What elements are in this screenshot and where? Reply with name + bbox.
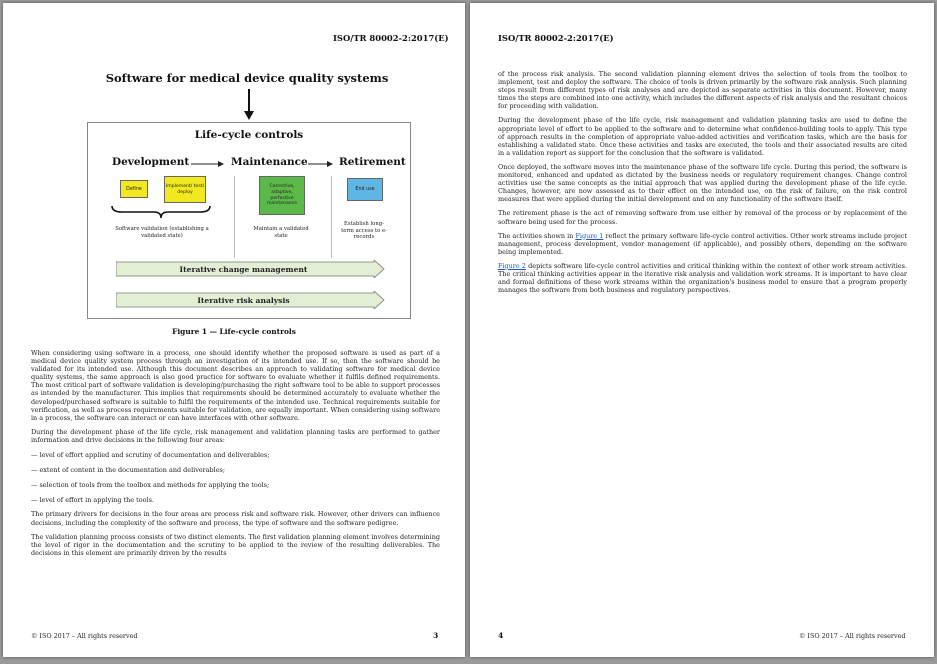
divider bbox=[331, 176, 332, 258]
text-span: The activities shown in bbox=[498, 231, 576, 240]
figure-caption: Figure 1 — Life-cycle controls bbox=[172, 327, 296, 336]
paragraph: Once deployed, the software moves into the maintenance phase of the software life cycle. During this period, the software is monitored, enhanced and updated as dictated by the business needs or regulatory requirement changes. Change control activities use the same concepts as the initial approach that was applied during the development phase of the life cycle. Changes, however, are now assessed as to their effect on the intended use, on the risk of failure, on the risk control measures that were applied during the initial development and on any functionality of the software itself. bbox=[498, 162, 907, 204]
list-item: — extent of content in the documentation and deliverables; bbox=[31, 466, 226, 475]
list-item: — selection of tools from the toolbox and methods for applying the tools; bbox=[31, 481, 270, 490]
paragraph: The validation planning process consists of two distinct elements. The first validation planning element involves determining the level of rigor in the documentation and the scrutiny to be applied to the review of the resulting deliverables. The decisions in this element are primarily driven by the results bbox=[31, 532, 440, 557]
phase-retirement: Retirement bbox=[339, 156, 406, 168]
list-item: — level of effort applied and scrutiny of documentation and deliverables; bbox=[31, 451, 270, 460]
bar-risk-label: Iterative risk analysis bbox=[197, 295, 290, 305]
figure-1-link[interactable]: Figure 1 bbox=[575, 231, 604, 240]
arrow-right-icon bbox=[308, 159, 334, 169]
note-development: Software validation (establishing a validated state) bbox=[115, 226, 209, 239]
text-span: depicts software life-cycle control activities and critical thinking within the context of other work stream activities. The critical thinking activities appear in the iterative risk analysis and validation work streams. It is important to have clear and formal definitions of these work streams within the organization's business model to ensure that a program properly manages the software from both business and regulatory perspectives. bbox=[498, 261, 907, 295]
brace-icon bbox=[110, 205, 212, 219]
note-maintenance: Maintain a validated state bbox=[253, 226, 309, 239]
box-end-use: End use bbox=[347, 178, 383, 201]
bar-change-management bbox=[116, 260, 386, 278]
paragraph bbox=[498, 262, 907, 294]
figure-top-title: Software for medical device quality systems bbox=[105, 71, 389, 85]
page-number: 3 bbox=[433, 631, 439, 640]
paragraph: The retirement phase is the act of removing software from use either by removal of the process or by replacement of the software being used for the process. bbox=[498, 209, 907, 226]
arrow-right-icon bbox=[191, 159, 225, 169]
paragraph: During the development phase of the life cycle, risk management and validation planning tasks are used to define the appropriate level of effort to be applied to the software and to determine what confidence-building tools to apply. This type of approach results in the completion of appropriate value-added activities and verification tasks, which are the basis for establishing a validated state. Once these activities and tasks are executed, the tools and their associated results are cited in a validation report as support for the conclusion that the software is validated. bbox=[498, 116, 907, 157]
down-arrow-icon bbox=[243, 89, 255, 121]
paragraph: During the development phase of the life cycle, risk management and validation planning tasks are performed to gather information and drive decisions in the following four areas: bbox=[31, 427, 440, 444]
note-retirement: Establish long-term access to e-records bbox=[341, 221, 387, 240]
page-footer: © ISO 2017 – All rights reserved bbox=[31, 632, 138, 640]
phase-maintenance: Maintenance bbox=[231, 156, 308, 168]
text-span: reflect the primary software life-cycle control activities. Other work streams include project management, process development, vendor management (if applicable), and possibly others, depending on the software being implemented. bbox=[498, 231, 907, 256]
paragraph: When considering using software in a process, one should identify whether the proposed software is used as part of a medical device quality system process through an investigation of its intended use. If so, then the software should be validated for its intended use. Although this document describes an approach to validating software for medical device quality systems, the same approach is also good practice for software to evaluate whether it fulfils defined requirements. The most critical part of software validation is developing/purchasing the right software tool to be able to support processes as intended by the manufacturer. This implies that requirements should be determined accurately to evaluate whether the developed/purchased software is suitable to fulfil the requirements of the intended use. Technical requirements suitable for verification, as well as process requirements suitable for validation, are equally important. When considering using software in a process, the software can interact or can have interfaces with other software. bbox=[31, 349, 440, 422]
list-item: — level of effort in applying the tools. bbox=[31, 496, 154, 505]
bar-risk-analysis bbox=[116, 291, 386, 309]
page-header: ISO/TR 80002-2:2017(E) bbox=[498, 33, 614, 43]
page-number: 4 bbox=[498, 631, 504, 640]
box-corrective: Corrective, adaptive, perfective maintenance bbox=[259, 176, 305, 215]
page-left bbox=[3, 3, 465, 657]
box-define: Define bbox=[120, 180, 148, 198]
page-header: ISO/TR 80002-2:2017(E) bbox=[333, 33, 449, 43]
lifecycle-diagram bbox=[87, 122, 411, 319]
bar-change-label: Iterative change management bbox=[179, 264, 308, 274]
phase-development: Development bbox=[112, 156, 190, 168]
page-footer: © ISO 2017 – All rights reserved bbox=[799, 632, 906, 640]
paragraph: The primary drivers for decisions in the four areas are process risk and software risk. However, other drivers can influence decisions, including the complexity of the software and process, the type of software and the software pedigree. bbox=[31, 510, 440, 527]
figure-2-link[interactable]: Figure 2 bbox=[498, 261, 526, 270]
paragraph bbox=[498, 232, 907, 256]
paragraph: of the process risk analysis. The second validation planning element drives the selection of tools from the toolbox to implement, test and deploy the software. The choice of tools is driven primarily by the software risk analysis. Such planning steps result from different types of risk analyses and are depicted as separate activities in this document. However, many times the steps are combined into one activity, which includes the different aspects of risk analysis and the resultant choices for proceeding with validation. bbox=[498, 70, 907, 111]
left-body bbox=[31, 349, 440, 557]
page-right bbox=[470, 3, 934, 657]
divider bbox=[234, 176, 235, 258]
lifecycle-title: Life-cycle controls bbox=[194, 129, 304, 141]
box-implement: Implement/ test/ deploy bbox=[164, 176, 206, 203]
right-body bbox=[498, 70, 907, 294]
